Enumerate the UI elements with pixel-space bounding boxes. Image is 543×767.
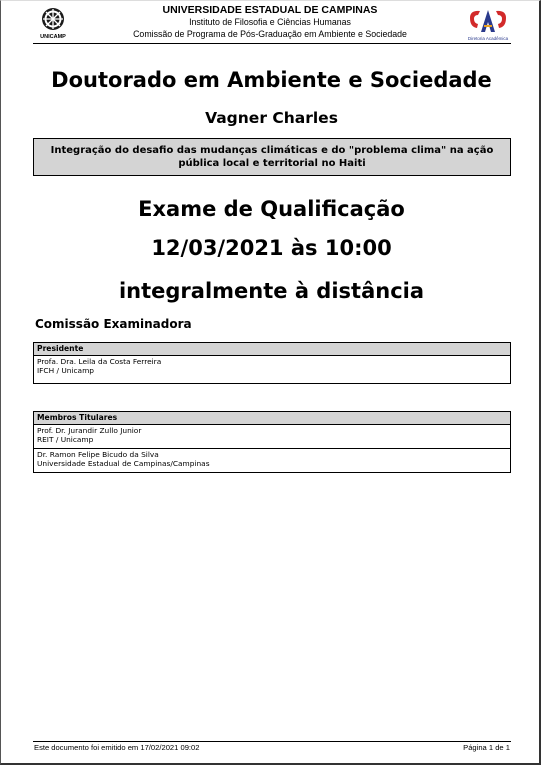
member-row (34, 449, 510, 472)
member-name: Dr. Ramon Felipe Bicudo da Silva (37, 450, 159, 459)
header-rule (33, 43, 511, 44)
thesis-title: Integração do desafio das mudanças climáticas e do "problema clima" na ação pública local e territorial no Haiti (50, 145, 494, 169)
institute-name: Instituto de Filosofia e Ciências Humanas (189, 17, 351, 27)
member-name: Prof. Dr. Jurandir Zullo Junior (37, 426, 142, 435)
president-table (33, 342, 511, 384)
president-affiliation: IFCH / Unicamp (37, 366, 94, 376)
exam-type: Exame de Qualificação (138, 197, 405, 221)
issued-note: Este documento foi emitido em 17/02/2021 09:02 (34, 743, 200, 752)
unicamp-logo-text: UNICAMP (40, 34, 66, 40)
unicamp-logo (34, 6, 72, 40)
commission-name: Comissão de Programa de Pós-Graduação em Ambiente e Sociedade (133, 28, 407, 39)
dac-logo-text: Diretoria Acadêmica (467, 36, 509, 41)
student-name: Vagner Charles (205, 109, 338, 127)
program-title: Doutorado em Ambiente e Sociedade (51, 68, 492, 92)
dac-logo (464, 8, 512, 42)
exam-datetime: 12/03/2021 às 10:00 (151, 236, 392, 260)
member-affiliation: Universidade Estadual de Campinas/Campinas (37, 459, 210, 469)
members-table (33, 411, 511, 473)
university-name: UNIVERSIDADE ESTADUAL DE CAMPINAS (162, 4, 378, 16)
exam-mode: integralmente à distância (118, 279, 425, 303)
members-heading: Membros Titulares (34, 412, 510, 425)
committee-title: Comissão Examinadora (35, 317, 192, 331)
member-row (34, 425, 510, 449)
thesis-title-box (33, 138, 511, 176)
president-name: Profa. Dra. Leila da Costa Ferreira (37, 357, 162, 366)
president-heading: Presidente (34, 343, 510, 356)
member-affiliation: REIT / Unicamp (37, 435, 94, 445)
page-number: Página 1 de 1 (463, 743, 510, 752)
footer-rule (33, 741, 511, 742)
president-cell (34, 356, 510, 383)
